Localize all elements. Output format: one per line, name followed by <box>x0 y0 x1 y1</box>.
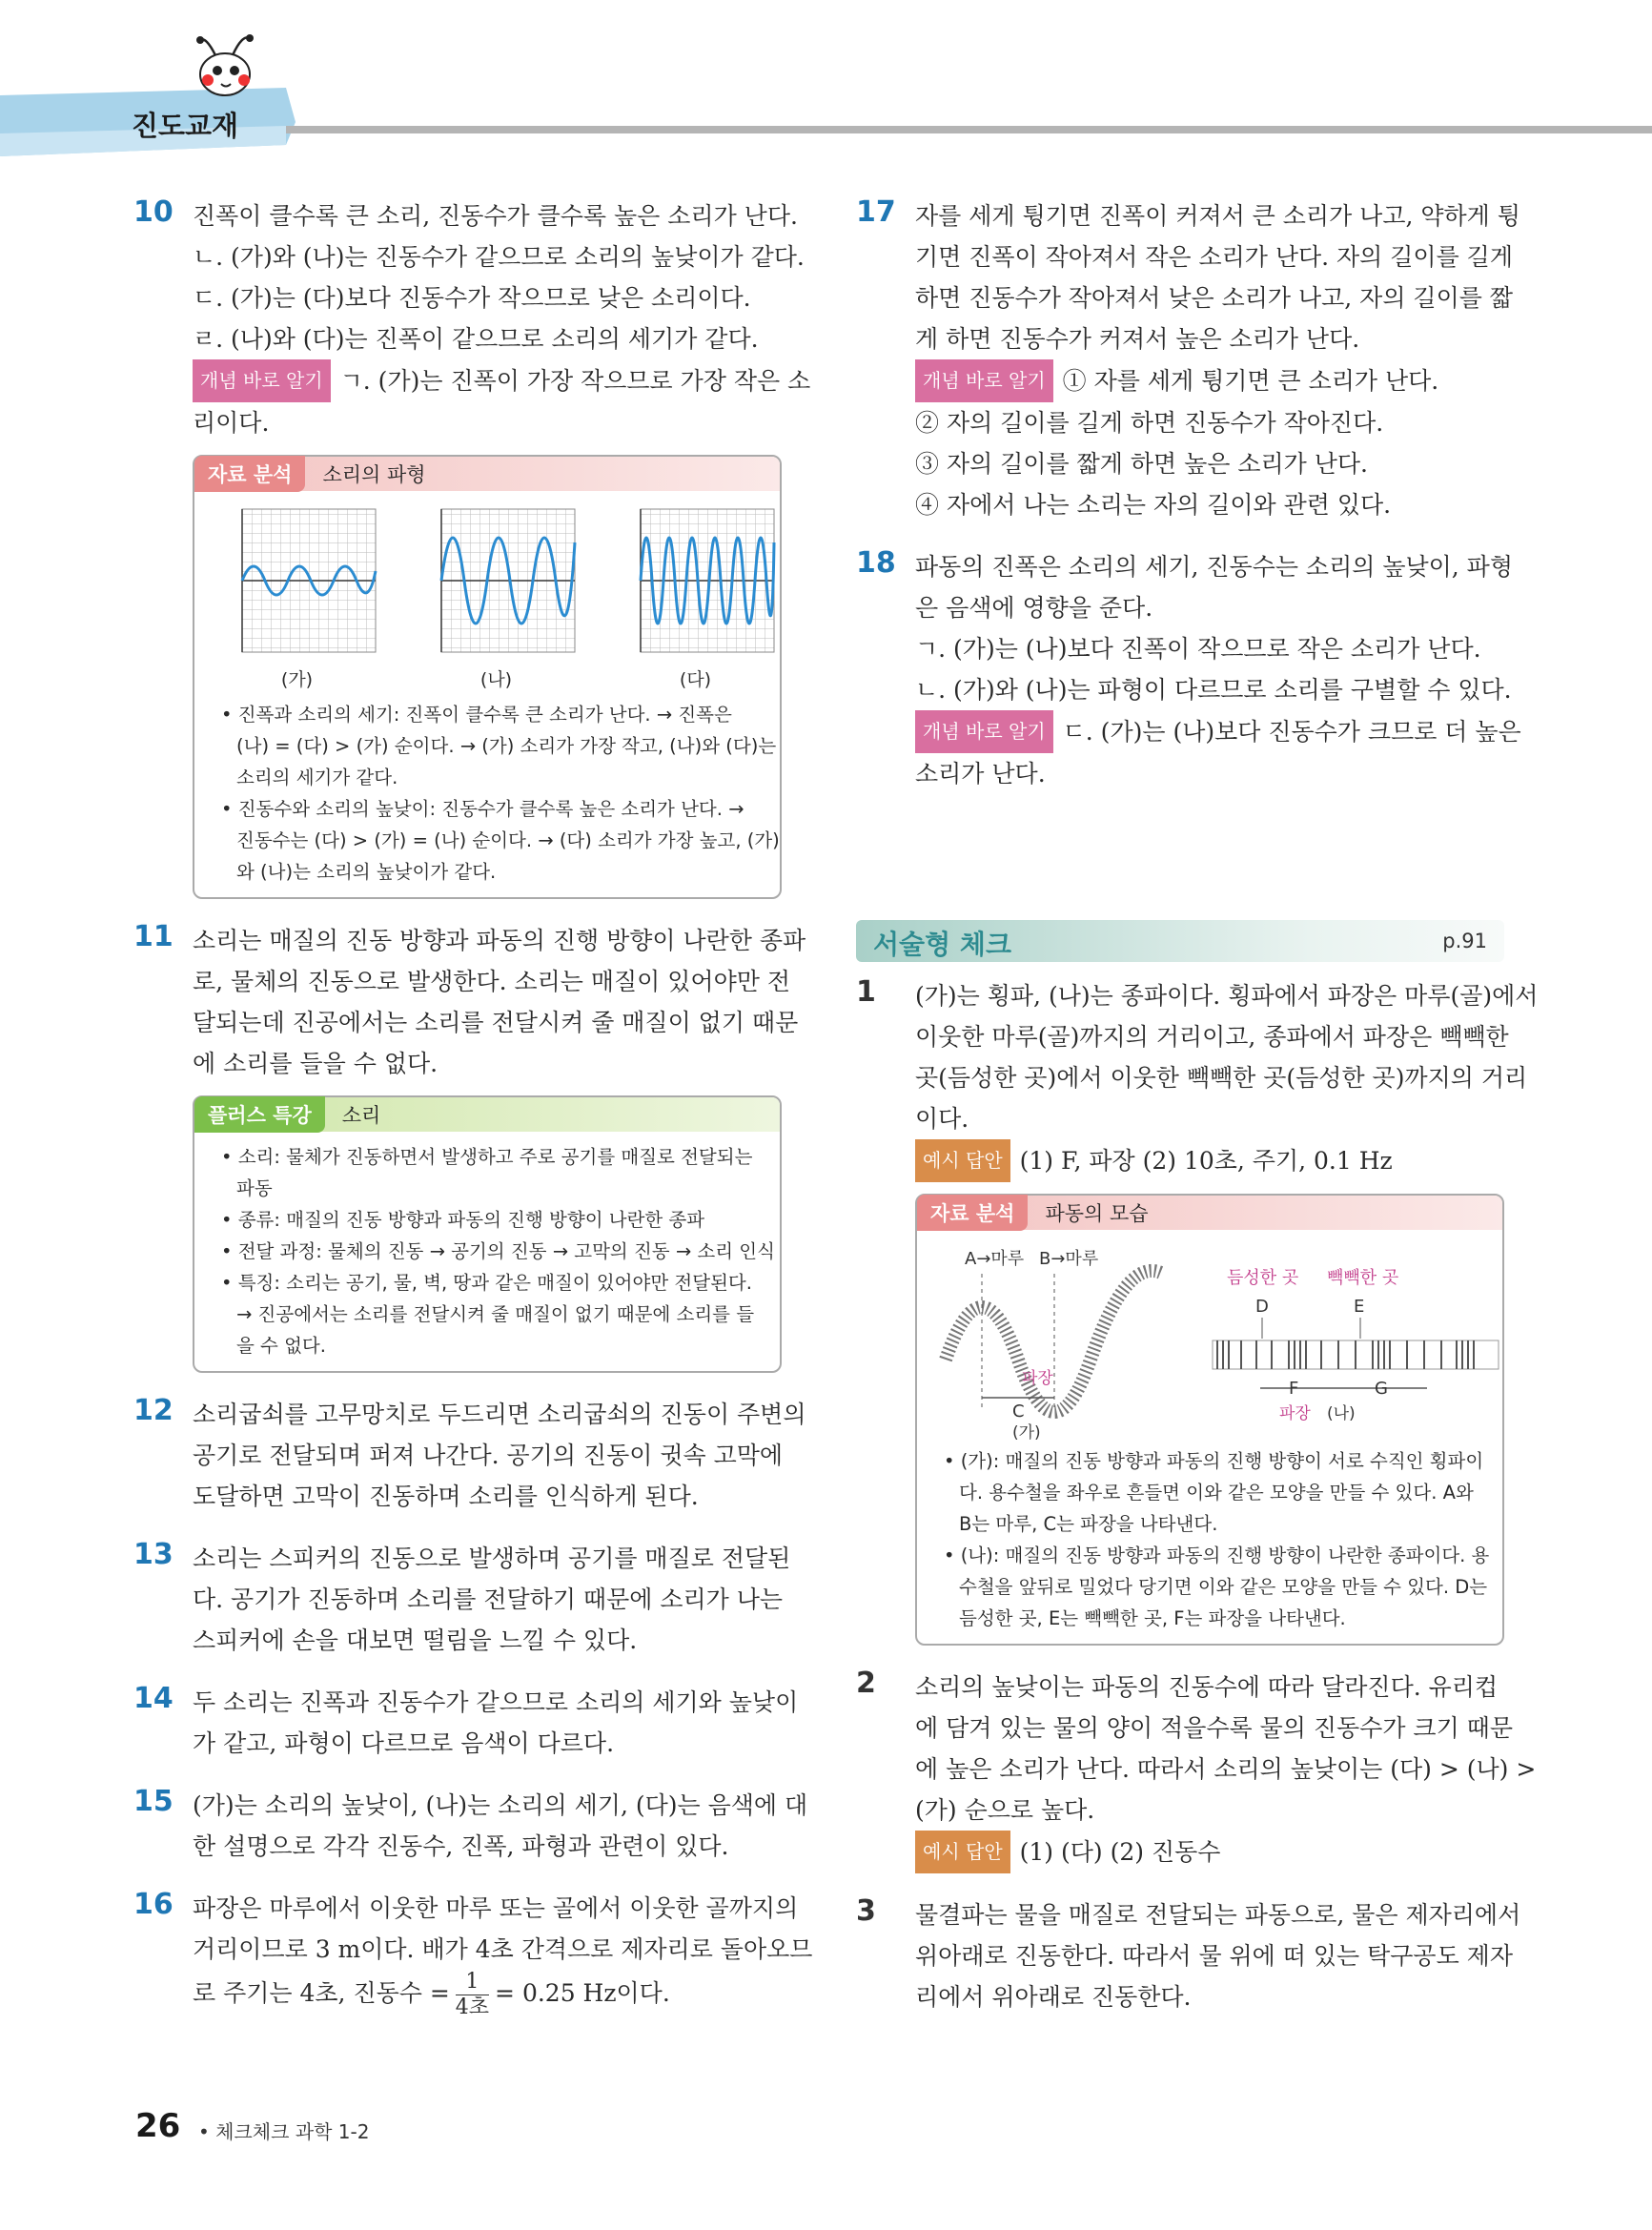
answer-13 <box>133 1538 791 1661</box>
concept-text: ㄷ. (가)는 (나)보다 진동수가 크므로 더 높은 <box>1062 718 1521 746</box>
box-bullet: • 종류: 매질의 진동 방향과 파동의 진행 방향이 나란한 종파 <box>221 1209 705 1231</box>
sample-answer-badge: 예시 답안 <box>915 1139 1010 1182</box>
answer-line: 파장은 마루에서 이웃한 마루 또는 골에서 이웃한 골까지의 <box>193 1894 799 1922</box>
answer-line: ㄴ. (가)와 (나)는 파형이 다르므로 소리를 구별할 수 있다. <box>915 676 1512 704</box>
essay-answer-1 <box>856 975 1539 1646</box>
box-bullet: • 특징: 소리는 공기, 물, 벽, 땅과 같은 매질이 있어야만 전달된다. <box>221 1272 752 1294</box>
box-bullet: • (가): 매질의 진동 방향과 파동의 진행 방향이 서로 수직인 횡파이 <box>944 1450 1484 1472</box>
answer-line: ㄹ. (나)와 (다)는 진폭이 같으므로 소리의 세기가 같다. <box>193 325 759 353</box>
header-title: 진도교재 <box>132 110 239 142</box>
answer-18 <box>856 546 1521 794</box>
question-number: 13 <box>133 1538 173 1571</box>
right-column <box>856 195 1539 2038</box>
box-bullet: • 진폭과 소리의 세기: 진폭이 클수록 큰 소리가 난다. → 진폭은 <box>221 704 732 726</box>
answer-line: 다. 공기가 진동하며 소리를 전달하기 때문에 소리가 나는 <box>193 1586 784 1613</box>
data-analysis-box <box>915 1194 1504 1646</box>
label-b: B→마루 <box>1039 1249 1099 1269</box>
question-number: 12 <box>133 1394 173 1427</box>
sample-answer-line <box>915 1139 1504 1182</box>
concept-line <box>193 359 811 402</box>
box-bullet: 와 (나)는 소리의 높낮이가 같다. <box>236 861 497 883</box>
wave-diagram <box>927 1236 1508 1445</box>
answer-line: ㄴ. (가)와 (나)는 진동수가 같으므로 소리의 높낮이가 같다. <box>193 243 805 271</box>
sample-answer-text: (1) F, 파장 (2) 10초, 주기, 0.1 Hz <box>1019 1147 1393 1175</box>
answer-line: 이다. <box>915 1105 969 1133</box>
concept-line <box>915 359 1504 402</box>
answer-line: 자를 세게 튕기면 진폭이 커져서 큰 소리가 나고, 약하게 튕 <box>915 202 1520 230</box>
fraction <box>456 1970 489 2020</box>
answer-line-formula <box>193 1970 782 2020</box>
graph-caption: (나) <box>479 669 513 690</box>
answer-line: 소리가 난다. <box>915 760 1046 788</box>
box-bullet: 수철을 앞뒤로 밀었다 당기면 이와 같은 모양을 만들 수 있다. D는 <box>959 1576 1488 1598</box>
answer-line: (가)는 횡파, (나)는 종파이다. 횡파에서 파장은 마루(골)에서 <box>915 982 1539 1010</box>
answer-line: 리이다. <box>193 409 270 437</box>
question-number: 3 <box>856 1894 876 1928</box>
book-title-text: 체크체크 과학 1-2 <box>215 2120 370 2143</box>
concept-text: ① 자를 세게 튕기면 큰 소리가 난다. <box>1062 367 1439 395</box>
graph-caption: (가) <box>280 669 314 690</box>
answer-line: 은 음색에 영향을 준다. <box>915 594 1153 622</box>
waveform-ga <box>214 504 380 691</box>
label-a: A→마루 <box>965 1249 1025 1269</box>
page-number: 26 <box>135 2107 181 2145</box>
sample-answer-line <box>915 1831 1504 1873</box>
question-number: 14 <box>133 1682 173 1715</box>
box-bullet: B는 마루, C는 파장을 나타낸다. <box>959 1513 1218 1535</box>
question-number: 16 <box>133 1888 173 1921</box>
box-tag: 자료 분석 <box>917 1195 1028 1231</box>
waveform-graphs <box>194 491 780 691</box>
answer-15 <box>133 1785 808 1867</box>
question-number: 2 <box>856 1667 876 1700</box>
answer-line: ③ 자의 길이를 짧게 하면 높은 소리가 난다. <box>915 450 1368 478</box>
answer-line: 소리는 스피커의 진동으로 발생하며 공기를 매질로 전달된 <box>193 1545 791 1572</box>
caption-ga: (가) <box>1012 1423 1041 1442</box>
label-wavelength-f: 파장 <box>1279 1404 1311 1423</box>
answer-line: 두 소리는 진폭과 진동수가 같으므로 소리의 세기와 높낮이 <box>193 1688 799 1716</box>
box-title: 소리의 파형 <box>322 463 426 486</box>
waveform-na <box>413 504 580 691</box>
plus-lecture-box <box>193 1095 782 1373</box>
graph-caption: (다) <box>679 669 712 690</box>
answer-16 <box>133 1888 813 2020</box>
box-bullet: 진동수는 (다) > (가) = (나) 순이다. → (다) 소리가 가장 높고, (가) <box>236 829 780 851</box>
question-number: 17 <box>856 195 896 229</box>
waveform-graph <box>612 504 779 662</box>
answer-line: 공기로 전달되며 퍼져 나간다. 공기의 진동이 귓속 고막에 <box>193 1442 784 1469</box>
answer-line: ② 자의 길이를 길게 하면 진동수가 작아진다. <box>915 409 1384 437</box>
label-sparse: 듬성한 곳 <box>1227 1268 1299 1288</box>
caption-na: (나) <box>1327 1404 1356 1423</box>
answer-line: 소리굽쇠를 고무망치로 두드리면 소리굽쇠의 진동이 주변의 <box>193 1401 806 1428</box>
box-bullet: • 소리: 물체가 진동하면서 발생하고 주로 공기를 매질로 전달되는 <box>221 1146 753 1168</box>
waveform-da <box>612 504 779 691</box>
concept-badge: 개념 바로 알기 <box>193 359 331 402</box>
box-bullet: 듬성한 곳, E는 빽빽한 곳, F는 파장을 나타낸다. <box>959 1607 1346 1629</box>
box-bullet: 소리의 세기가 같다. <box>236 767 398 788</box>
box-title: 소리 <box>341 1104 381 1127</box>
answer-line: 리에서 위아래로 진동한다. <box>915 1983 1192 2011</box>
left-column <box>133 195 813 2041</box>
waveform-graph <box>214 504 380 662</box>
essay-answer-2 <box>856 1667 1537 1873</box>
header-rule <box>286 126 1652 133</box>
answer-line: 물결파는 물을 매질로 전달되는 파동으로, 물은 제자리에서 <box>915 1901 1521 1929</box>
concept-badge: 개념 바로 알기 <box>915 359 1053 402</box>
question-number: 11 <box>133 920 173 953</box>
answer-line: 곳(듬성한 곳)에서 이웃한 빽빽한 곳(듬성한 곳)까지의 거리 <box>915 1064 1528 1092</box>
box-bullet: 다. 용수철을 좌우로 흔들면 이와 같은 모양을 만들 수 있다. A와 <box>959 1482 1474 1504</box>
label-dense: 빽빽한 곳 <box>1327 1268 1399 1288</box>
section-title: 서술형 체크 <box>873 929 1011 960</box>
section-page-ref: p.91 <box>1442 930 1487 952</box>
concept-line <box>915 710 1521 753</box>
formula-prefix: 로 주기는 4초, 진동수 = <box>193 1979 450 2007</box>
answer-line: 로, 물체의 진동으로 발생한다. 소리는 매질이 있어야만 전 <box>193 968 790 995</box>
answer-line: 진폭이 클수록 큰 소리, 진동수가 클수록 높은 소리가 난다. <box>193 202 798 230</box>
question-number: 15 <box>133 1785 173 1818</box>
answer-line: ㄱ. (가)는 (나)보다 진폭이 작으므로 작은 소리가 난다. <box>915 635 1481 663</box>
answer-11 <box>133 920 806 1373</box>
label-d: D <box>1255 1297 1269 1317</box>
concept-text: ㄱ. (가)는 진폭이 가장 작으므로 가장 작은 소 <box>339 367 811 395</box>
answer-line: 달되는데 진공에서는 소리를 전달시켜 줄 매질이 없기 때문 <box>193 1009 799 1036</box>
answer-line: 가 같고, 파형이 다르므로 음색이 다르다. <box>193 1729 615 1757</box>
box-bullet: • 진동수와 소리의 높낮이: 진동수가 클수록 높은 소리가 난다. → <box>221 798 744 820</box>
box-tag: 플러스 특강 <box>194 1096 325 1133</box>
answer-17 <box>856 195 1520 525</box>
answer-line: 게 하면 진동수가 커져서 높은 소리가 난다. <box>915 325 1360 353</box>
essay-answer-3 <box>856 1894 1521 2017</box>
bee-mascot-icon <box>187 29 263 105</box>
answer-line: 스피커에 손을 대보면 떨림을 느낄 수 있다. <box>193 1626 638 1654</box>
label-c: C <box>1012 1401 1025 1422</box>
fraction-numerator: 1 <box>456 1970 489 1995</box>
box-bullet: (나) = (다) > (가) 순이다. → (가) 소리가 가장 작고, (나)와 (다)는 <box>236 735 777 757</box>
box-bullet: • 전달 과정: 물체의 진동 → 공기의 진동 → 고막의 진동 → 소리 인식 <box>221 1240 775 1262</box>
data-analysis-box <box>193 455 782 899</box>
label-f: F <box>1289 1379 1299 1399</box>
answer-line: (가) 순으로 높다. <box>915 1796 1095 1824</box>
box-title: 파동의 모습 <box>1045 1202 1149 1225</box>
box-bullet: • (나): 매질의 진동 방향과 파동의 진행 방향이 나란한 종파이다. 용 <box>944 1545 1490 1566</box>
book-title: • 체크체크 과학 1-2 <box>198 2120 370 2143</box>
answer-line: 파동의 진폭은 소리의 세기, 진동수는 소리의 높낮이, 파형 <box>915 553 1513 581</box>
section-header <box>856 920 1504 962</box>
question-number: 10 <box>133 195 173 229</box>
answer-line: 위아래로 진동한다. 따라서 물 위에 떠 있는 탁구공도 제자 <box>915 1942 1513 1970</box>
fraction-denominator: 4초 <box>455 1995 490 2019</box>
answer-10 <box>133 195 811 899</box>
answer-line: 거리이므로 3 m이다. 배가 4초 간격으로 제자리로 돌아오므 <box>193 1935 813 1963</box>
answer-line: ㄷ. (가)는 (다)보다 진동수가 작으므로 낮은 소리이다. <box>193 284 751 312</box>
sample-answer-text: (1) (다) (2) 진동수 <box>1019 1838 1221 1866</box>
answer-12 <box>133 1394 806 1517</box>
answer-line: 이웃한 마루(골)까지의 거리이고, 종파에서 파장은 빽빽한 <box>915 1023 1509 1051</box>
answer-line: 도달하면 고막이 진동하며 소리를 인식하게 된다. <box>193 1483 699 1510</box>
concept-badge: 개념 바로 알기 <box>915 710 1053 753</box>
label-g: G <box>1375 1379 1388 1399</box>
label-e: E <box>1354 1297 1365 1317</box>
answer-line: 하면 진동수가 작아져서 낮은 소리가 나고, 자의 길이를 짧 <box>915 284 1513 312</box>
answer-line: 한 설명으로 각각 진동수, 진폭, 파형과 관련이 있다. <box>193 1832 729 1860</box>
sample-answer-badge: 예시 답안 <box>915 1831 1010 1873</box>
box-bullet: 파동 <box>236 1177 273 1199</box>
question-number: 18 <box>856 546 896 580</box>
box-tag: 자료 분석 <box>194 456 305 492</box>
answer-line: (가)는 소리의 높낮이, (나)는 소리의 세기, (다)는 음색에 대 <box>193 1791 808 1819</box>
answer-line: 기면 진폭이 작아져서 작은 소리가 난다. 자의 길이를 길게 <box>915 243 1513 271</box>
answer-line: 소리는 매질의 진동 방향과 파동의 진행 방향이 나란한 종파 <box>193 927 806 954</box>
box-bullet: → 진공에서는 소리를 전달시켜 줄 매질이 없기 때문에 소리를 들 <box>236 1303 755 1325</box>
waveform-graph <box>413 504 580 662</box>
answer-line: ④ 자에서 나는 소리는 자의 길이와 관련 있다. <box>915 491 1392 519</box>
formula-suffix: = 0.25 Hz이다. <box>495 1979 670 2007</box>
answer-line: 소리의 높낮이는 파동의 진동수에 따라 달라진다. 유리컵 <box>915 1673 1499 1701</box>
answer-14 <box>133 1682 799 1764</box>
answer-line: 에 높은 소리가 난다. 따라서 소리의 높낮이는 (다) > (나) > <box>915 1755 1537 1783</box>
label-wavelength-c: 파장 <box>1022 1369 1053 1388</box>
question-number: 1 <box>856 975 876 1009</box>
answer-line: 에 소리를 들을 수 없다. <box>193 1050 438 1077</box>
answer-line: 에 담겨 있는 물의 양이 적을수록 물의 진동수가 크기 때문 <box>915 1714 1513 1742</box>
box-bullet: 을 수 없다. <box>236 1335 326 1357</box>
